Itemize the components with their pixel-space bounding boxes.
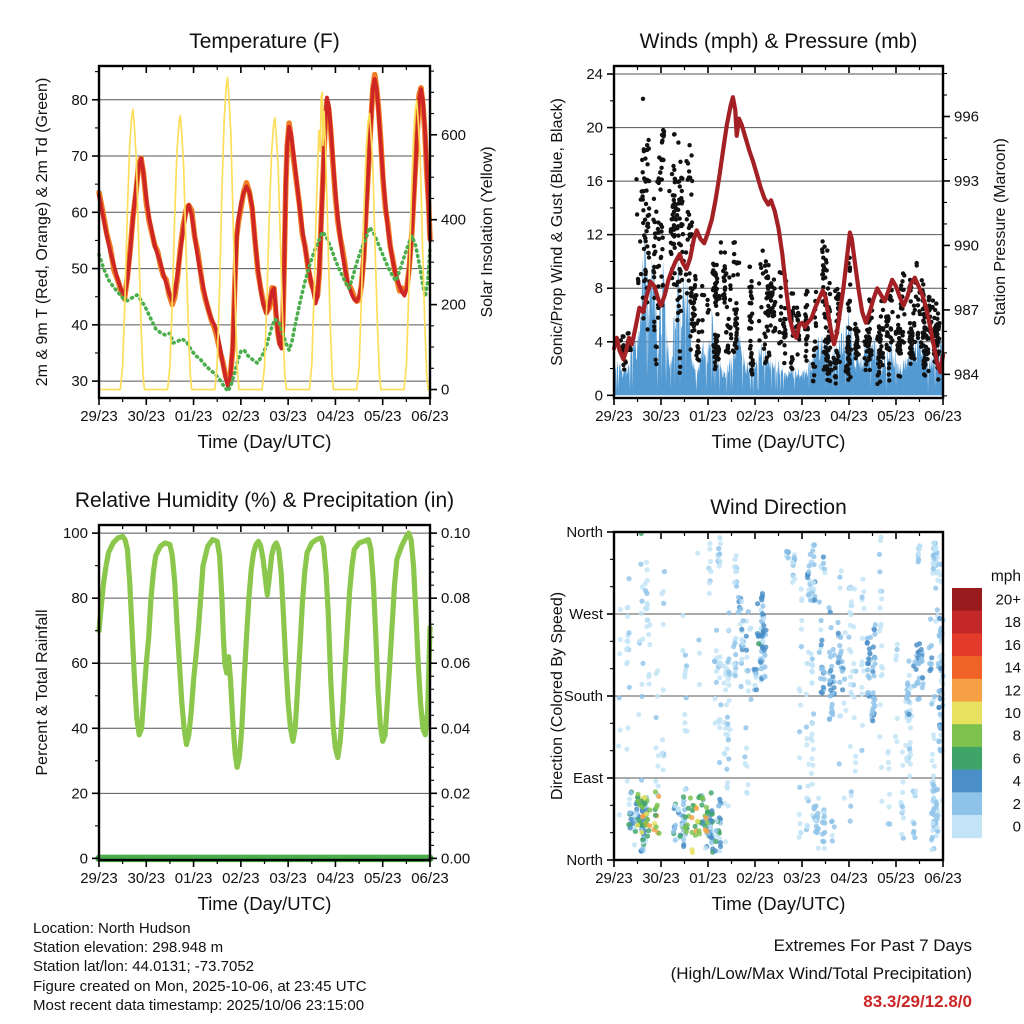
svg-text:05/23: 05/23 bbox=[877, 408, 915, 425]
svg-text:50: 50 bbox=[71, 260, 88, 278]
svg-text:80: 80 bbox=[71, 91, 88, 109]
svg-text:2m & 9m T (Red, Orange) & 2m T: 2m & 9m T (Red, Orange) & 2m Td (Green) bbox=[34, 77, 51, 387]
svg-text:16: 16 bbox=[1004, 636, 1021, 654]
svg-text:29/23: 29/23 bbox=[595, 870, 633, 887]
svg-text:0: 0 bbox=[441, 381, 450, 399]
temperature-chart bbox=[34, 30, 496, 452]
svg-text:18: 18 bbox=[1004, 614, 1021, 632]
winds-pressure-chart bbox=[549, 30, 1009, 452]
svg-text:70: 70 bbox=[71, 148, 88, 166]
svg-text:30/23: 30/23 bbox=[642, 408, 680, 425]
svg-text:04/23: 04/23 bbox=[830, 408, 868, 425]
svg-text:West: West bbox=[569, 606, 603, 623]
svg-text:06/23: 06/23 bbox=[411, 870, 449, 887]
svg-text:20: 20 bbox=[71, 785, 88, 803]
svg-text:mph: mph bbox=[990, 568, 1021, 585]
svg-text:Sonic/Prop Wind & Gust (Blue,: Sonic/Prop Wind & Gust (Blue, Black) bbox=[549, 98, 566, 366]
svg-text:03/23: 03/23 bbox=[783, 408, 821, 425]
svg-text:10: 10 bbox=[1004, 705, 1021, 722]
svg-text:05/23: 05/23 bbox=[363, 870, 402, 887]
svg-text:North: North bbox=[566, 852, 603, 869]
svg-text:8: 8 bbox=[594, 280, 603, 298]
svg-text:12: 12 bbox=[586, 226, 603, 244]
svg-text:40: 40 bbox=[71, 316, 88, 334]
wind-direction-chart bbox=[549, 496, 1021, 914]
svg-text:0.02: 0.02 bbox=[441, 785, 471, 803]
svg-text:30: 30 bbox=[71, 373, 88, 391]
svg-text:0: 0 bbox=[79, 850, 88, 868]
extremes-values: 83.3/29/12.8/0 bbox=[863, 992, 972, 1011]
svg-text:01/23: 01/23 bbox=[689, 870, 727, 887]
svg-text:Relative Humidity (%) & Precip: Relative Humidity (%) & Precipitation (in) bbox=[74, 489, 455, 512]
station-info bbox=[33, 919, 367, 1015]
station-elevation: Station elevation: 298.948 m bbox=[33, 939, 224, 957]
svg-text:8: 8 bbox=[1012, 727, 1021, 745]
humidity-precip-chart bbox=[34, 489, 470, 914]
svg-text:South: South bbox=[563, 688, 603, 705]
svg-text:16: 16 bbox=[586, 173, 603, 191]
svg-text:30/23: 30/23 bbox=[127, 408, 166, 425]
svg-text:03/23: 03/23 bbox=[269, 408, 307, 425]
station-location: Location: North Hudson bbox=[33, 920, 191, 937]
svg-text:Station Pressure (Maroon): Station Pressure (Maroon) bbox=[992, 138, 1009, 326]
svg-text:0: 0 bbox=[1012, 818, 1021, 836]
svg-text:200: 200 bbox=[441, 296, 467, 314]
svg-text:60: 60 bbox=[71, 204, 88, 222]
svg-text:30/23: 30/23 bbox=[127, 870, 166, 887]
svg-text:29/23: 29/23 bbox=[80, 870, 118, 887]
figure-created: Figure created on Mon, 2025-10-06, at 23:45 UTC bbox=[33, 977, 367, 995]
svg-text:0.04: 0.04 bbox=[441, 720, 471, 738]
svg-text:Time (Day/UTC): Time (Day/UTC) bbox=[711, 431, 846, 452]
svg-text:20+: 20+ bbox=[995, 591, 1021, 609]
svg-text:Time (Day/UTC): Time (Day/UTC) bbox=[711, 893, 846, 914]
svg-text:987: 987 bbox=[954, 301, 980, 319]
svg-text:6: 6 bbox=[1012, 750, 1021, 768]
svg-text:40: 40 bbox=[71, 720, 88, 738]
extremes-summary bbox=[671, 932, 972, 1016]
svg-text:984: 984 bbox=[954, 366, 980, 384]
svg-text:03/23: 03/23 bbox=[783, 870, 821, 887]
svg-text:Direction (Colored By Speed): Direction (Colored By Speed) bbox=[549, 591, 566, 801]
svg-text:01/23: 01/23 bbox=[174, 408, 213, 425]
svg-text:0: 0 bbox=[594, 387, 603, 405]
svg-text:Wind Direction: Wind Direction bbox=[710, 496, 847, 519]
svg-text:Winds (mph) & Pressure (mb): Winds (mph) & Pressure (mb) bbox=[639, 30, 918, 53]
svg-text:Temperature (F): Temperature (F) bbox=[189, 30, 340, 53]
svg-text:North: North bbox=[566, 524, 603, 541]
svg-text:4: 4 bbox=[1012, 773, 1021, 791]
svg-text:990: 990 bbox=[954, 237, 980, 255]
svg-text:02/23: 02/23 bbox=[736, 408, 774, 425]
svg-text:2: 2 bbox=[1012, 795, 1021, 813]
svg-text:Solar Insolation (Yellow): Solar Insolation (Yellow) bbox=[479, 146, 496, 318]
svg-text:04/23: 04/23 bbox=[316, 870, 355, 887]
svg-text:24: 24 bbox=[586, 66, 603, 84]
svg-text:100: 100 bbox=[62, 525, 88, 543]
svg-text:03/23: 03/23 bbox=[269, 870, 307, 887]
svg-text:05/23: 05/23 bbox=[877, 870, 915, 887]
svg-text:400: 400 bbox=[441, 211, 467, 229]
series-2m-temperature bbox=[99, 79, 430, 387]
svg-text:01/23: 01/23 bbox=[174, 870, 213, 887]
svg-text:993: 993 bbox=[954, 172, 980, 190]
svg-text:04/23: 04/23 bbox=[830, 870, 868, 887]
data-timestamp: Most recent data timestamp: 2025/10/06 23:15:00 bbox=[33, 996, 365, 1014]
svg-text:29/23: 29/23 bbox=[595, 408, 633, 425]
svg-text:4: 4 bbox=[594, 333, 603, 351]
series-direction-points bbox=[616, 531, 946, 855]
svg-text:Time (Day/UTC): Time (Day/UTC) bbox=[197, 431, 332, 452]
svg-text:02/23: 02/23 bbox=[736, 870, 774, 887]
svg-text:05/23: 05/23 bbox=[363, 408, 402, 425]
svg-text:04/23: 04/23 bbox=[316, 408, 355, 425]
extremes-title: Extremes For Past 7 Days bbox=[773, 936, 972, 955]
svg-text:30/23: 30/23 bbox=[642, 870, 680, 887]
series-relative-humidity bbox=[99, 533, 430, 767]
svg-text:20: 20 bbox=[586, 119, 603, 137]
svg-text:996: 996 bbox=[954, 108, 980, 126]
svg-text:Percent & Total Rainfall: Percent & Total Rainfall bbox=[34, 609, 51, 776]
svg-text:06/23: 06/23 bbox=[924, 870, 962, 887]
extremes-subtitle: (High/Low/Max Wind/Total Precipitation) bbox=[670, 964, 972, 983]
svg-text:06/23: 06/23 bbox=[411, 408, 449, 425]
svg-text:02/23: 02/23 bbox=[222, 408, 260, 425]
svg-text:80: 80 bbox=[71, 590, 88, 608]
svg-text:East: East bbox=[572, 770, 603, 787]
svg-text:12: 12 bbox=[1004, 682, 1021, 700]
station-latlon: Station lat/lon: 44.0131; -73.7052 bbox=[33, 958, 255, 976]
svg-text:02/23: 02/23 bbox=[222, 870, 260, 887]
svg-text:0.00: 0.00 bbox=[441, 850, 471, 868]
svg-text:60: 60 bbox=[71, 655, 88, 673]
svg-text:06/23: 06/23 bbox=[924, 408, 962, 425]
svg-text:Time (Day/UTC): Time (Day/UTC) bbox=[197, 893, 332, 914]
svg-text:14: 14 bbox=[1004, 659, 1021, 677]
svg-text:600: 600 bbox=[441, 126, 467, 144]
svg-text:29/23: 29/23 bbox=[80, 408, 118, 425]
svg-text:0.06: 0.06 bbox=[441, 655, 471, 673]
svg-text:0.08: 0.08 bbox=[441, 590, 471, 608]
svg-text:0.10: 0.10 bbox=[441, 525, 471, 543]
svg-text:01/23: 01/23 bbox=[689, 408, 727, 425]
